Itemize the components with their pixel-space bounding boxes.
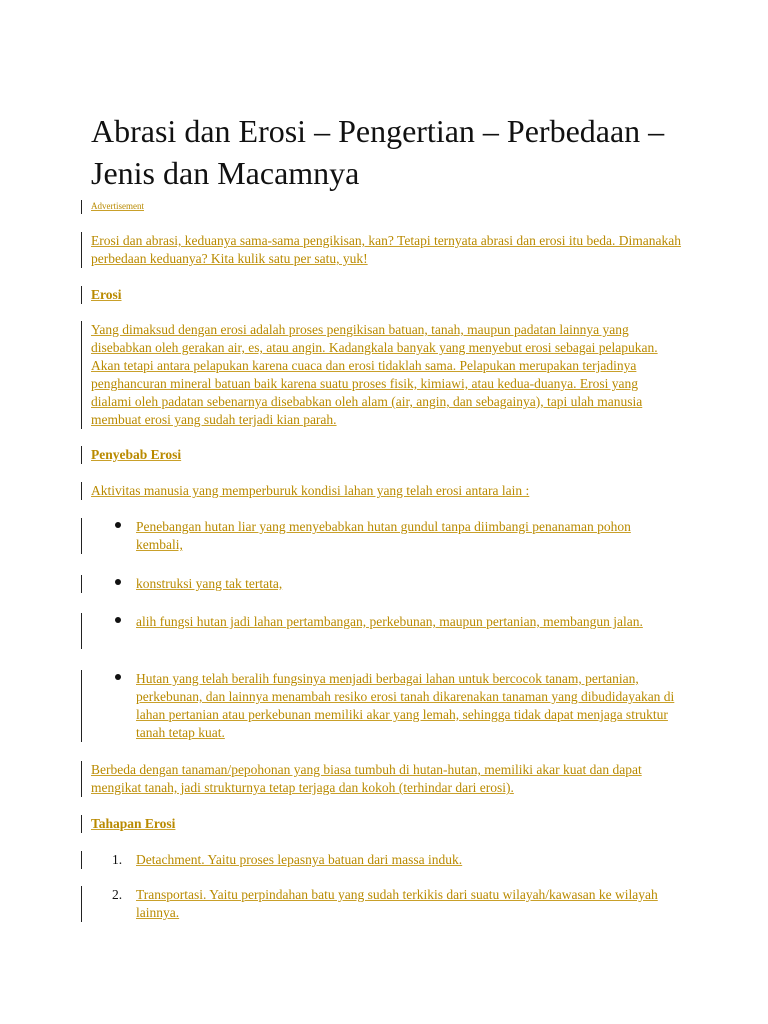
penyebab-intro[interactable]: Aktivitas manusia yang memperburuk kondisi lahan yang telah erosi antara lain : [91,483,530,498]
advertisement-link[interactable]: Advertisement [91,201,144,211]
item-number: 2. [112,887,123,902]
berbeda-paragraph [81,761,691,797]
berbeda-paragraph-text[interactable]: Berbeda dengan tanaman/pepohonan yang biasa tumbuh di hutan-hutan, memiliki akar kuat dan dapat mengikat tanah, jadi strukturnya tetap terjaga dan kokoh (terhindar dari erosi). [91,762,642,795]
erosi-paragraph-text[interactable]: Yang dimaksud dengan erosi adalah proses pengikisan batuan, tanah, maupun padatan lainnya yang disebabkan oleh gerakan air, es, atau angin. Kadangkala banyak yang menyebut erosi sebagai pelapukan. Akan tetapi antara pelapukan karena cuaca dan erosi tidaklah sama. Pelapukan merupakan terjadinya penghancuran mineral batuan baik karena suatu proses fisik, kimiawi, atau kedua-duanya. Erosi yang dialami oleh padatan sebenarnya disebabkan oleh alam (air, angin, dan sebagainya), tapi ulah manusia membuat erosi yang sudah terjadi kian parah. [91,322,658,427]
erosi-heading-block [81,286,122,304]
tahapan-heading[interactable]: Tahapan Erosi [91,816,176,831]
penyebab-heading[interactable]: Penyebab Erosi [91,447,182,462]
bullet-icon [115,674,121,680]
bullet-icon [115,522,121,528]
erosi-paragraph [81,321,681,429]
numbered-item-text[interactable]: Transportasi. Yaitu perpindahan batu yang sudah terkikis dari suatu wilayah/kawasan ke wilayah lainnya. [136,887,658,920]
list-item-text[interactable]: konstruksi yang tak tertata, [136,576,283,591]
list-item-text[interactable]: Penebangan hutan liar yang menyebabkan hutan gundul tanpa diimbangi penanaman pohon kembali, [136,519,631,552]
numbered-item [81,851,463,869]
intro-text[interactable]: Erosi dan abrasi, keduanya sama-sama pengikisan, kan? Tetapi ternyata abrasi dan erosi itu beda. Dimanakah perbedaan keduanya? Kita kulik satu per satu, yuk! [91,233,681,266]
list-item-text[interactable]: Hutan yang telah beralih fungsinya menjadi berbagai lahan untuk bercocok tanam, pertanian, perkebunan, dan lainnya menambah resiko erosi tanah dikarenakan tanaman yang dibudidayakan di lahan pertanian atau perkebunan memiliki akar yang lemah, sehingga tidak dapat menjaga struktur tanah tetap kuat. [136,671,675,740]
tahapan-heading-block [81,815,175,833]
list-item [81,575,283,593]
bullet-icon [115,617,121,623]
list-item-text[interactable]: alih fungsi hutan jadi lahan pertambangan, perkebunan, maupun pertanian, membangun jalan. [136,614,643,629]
numbered-item [81,886,658,922]
bullet-icon [115,579,121,585]
numbered-item-text[interactable]: Detachment. Yaitu proses lepasnya batuan dari massa induk. [136,852,463,867]
penyebab-intro-block [81,482,691,500]
page-title: Abrasi dan Erosi – Pengertian – Perbedaan – Jenis dan Macamnya [91,113,665,191]
intro-paragraph [81,232,691,268]
advertisement-block [81,200,144,214]
penyebab-heading-block [81,446,181,464]
list-item [81,613,643,649]
list-item [81,518,631,554]
item-number: 1. [112,852,123,867]
list-item [81,670,675,742]
erosi-heading[interactable]: Erosi [91,287,122,302]
